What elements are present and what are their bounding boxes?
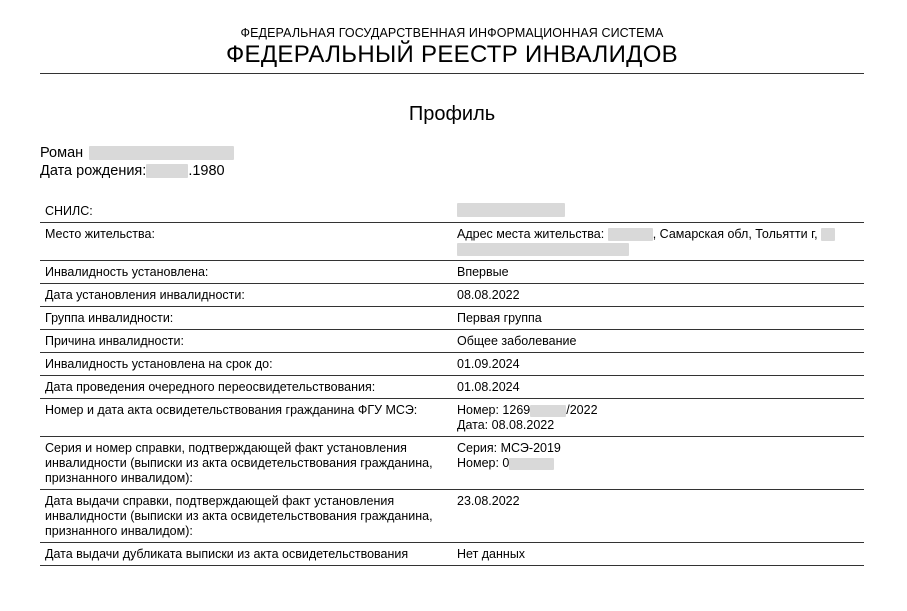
row-value: 23.08.2022: [457, 494, 520, 508]
table-row: [40, 353, 864, 376]
row-label: Причина инвалидности:: [45, 334, 184, 348]
table-row: [40, 261, 864, 284]
registry-title: ФЕДЕРАЛЬНЫЙ РЕЕСТР ИНВАЛИДОВ: [225, 41, 678, 68]
redacted-address-line: [457, 243, 629, 256]
act-number-suffix: /2022: [566, 403, 598, 417]
row-value: Нет данных: [457, 547, 526, 561]
row-label: Дата проведения очередного переосвидетельствования:: [45, 380, 376, 394]
person-name-line: [40, 144, 234, 162]
address-label: Адрес места жительства:: [457, 227, 605, 241]
act-date: Дата: 08.08.2022: [457, 418, 555, 432]
row-value: [457, 403, 859, 433]
redacted-postcode: [608, 228, 653, 241]
row-value: Общее заболевание: [457, 334, 577, 348]
redacted-snils: [457, 203, 565, 217]
birth-year: .1980: [188, 163, 225, 179]
row-value: [457, 441, 859, 486]
table-row: [40, 437, 864, 490]
row-label: Дата установления инвалидности:: [45, 288, 245, 302]
address-region: , Самарская обл, Тольятти г,: [652, 227, 818, 241]
page-title: Профиль: [408, 103, 496, 125]
row-label: Серия и номер справки, подтверждающей факт установления инвалидности (выписки из акта освидетельствования гражданина, признанного инвалидом):: [45, 441, 433, 485]
row-value: 01.08.2024: [457, 380, 520, 394]
certificate-series: Серия: МСЭ-2019: [457, 441, 561, 455]
row-label: Инвалидность установлена:: [45, 265, 209, 279]
certificate-number-line: [457, 456, 859, 471]
table-row: [40, 223, 864, 261]
row-label: Место жительства:: [45, 227, 155, 241]
person-first-name: Роман: [40, 145, 84, 161]
table-row: [40, 543, 864, 566]
document-header: [40, 26, 864, 69]
table-row: [40, 399, 864, 437]
redacted-certificate-number: [509, 458, 554, 470]
profile-table: [40, 200, 864, 566]
row-label: Номер и дата акта освидетельствования гражданина ФГУ МСЭ:: [45, 403, 418, 417]
redacted-street: [821, 228, 835, 241]
redacted-act-number: [530, 405, 566, 417]
row-value: Впервые: [457, 265, 509, 279]
row-value: Первая группа: [457, 311, 542, 325]
birth-date-label: Дата рождения:: [40, 163, 147, 179]
act-number-line: [457, 403, 859, 418]
table-row: [40, 376, 864, 399]
row-label: Дата выдачи справки, подтверждающей факт установления инвалидности (выписки из акта освидетельствования гражданина, признанного инвалидом):: [45, 494, 433, 538]
row-label: Дата выдачи дубликата выписки из акта освидетельствования: [45, 547, 409, 561]
redacted-birth-day: [146, 164, 188, 178]
table-row: [40, 307, 864, 330]
row-label: Инвалидность установлена на срок до:: [45, 357, 273, 371]
row-value: [457, 227, 859, 257]
system-subtitle: ФЕДЕРАЛЬНАЯ ГОСУДАРСТВЕННАЯ ИНФОРМАЦИОННАЯ СИСТЕМА: [240, 26, 664, 40]
certificate-number-prefix: Номер: 0: [457, 456, 510, 470]
header-divider: [40, 73, 864, 74]
birth-date-line: [40, 162, 234, 180]
row-value: 01.09.2024: [457, 357, 520, 371]
act-number-prefix: Номер: 1269: [457, 403, 531, 417]
table-row: [40, 200, 864, 223]
table-row: [40, 490, 864, 543]
person-block: [40, 144, 234, 180]
table-row: [40, 330, 864, 353]
row-label: СНИЛС:: [45, 204, 93, 218]
row-value: [457, 204, 859, 219]
table-row: [40, 284, 864, 307]
row-label: Группа инвалидности:: [45, 311, 174, 325]
row-value: 08.08.2022: [457, 288, 520, 302]
redacted-surname: [89, 146, 234, 160]
